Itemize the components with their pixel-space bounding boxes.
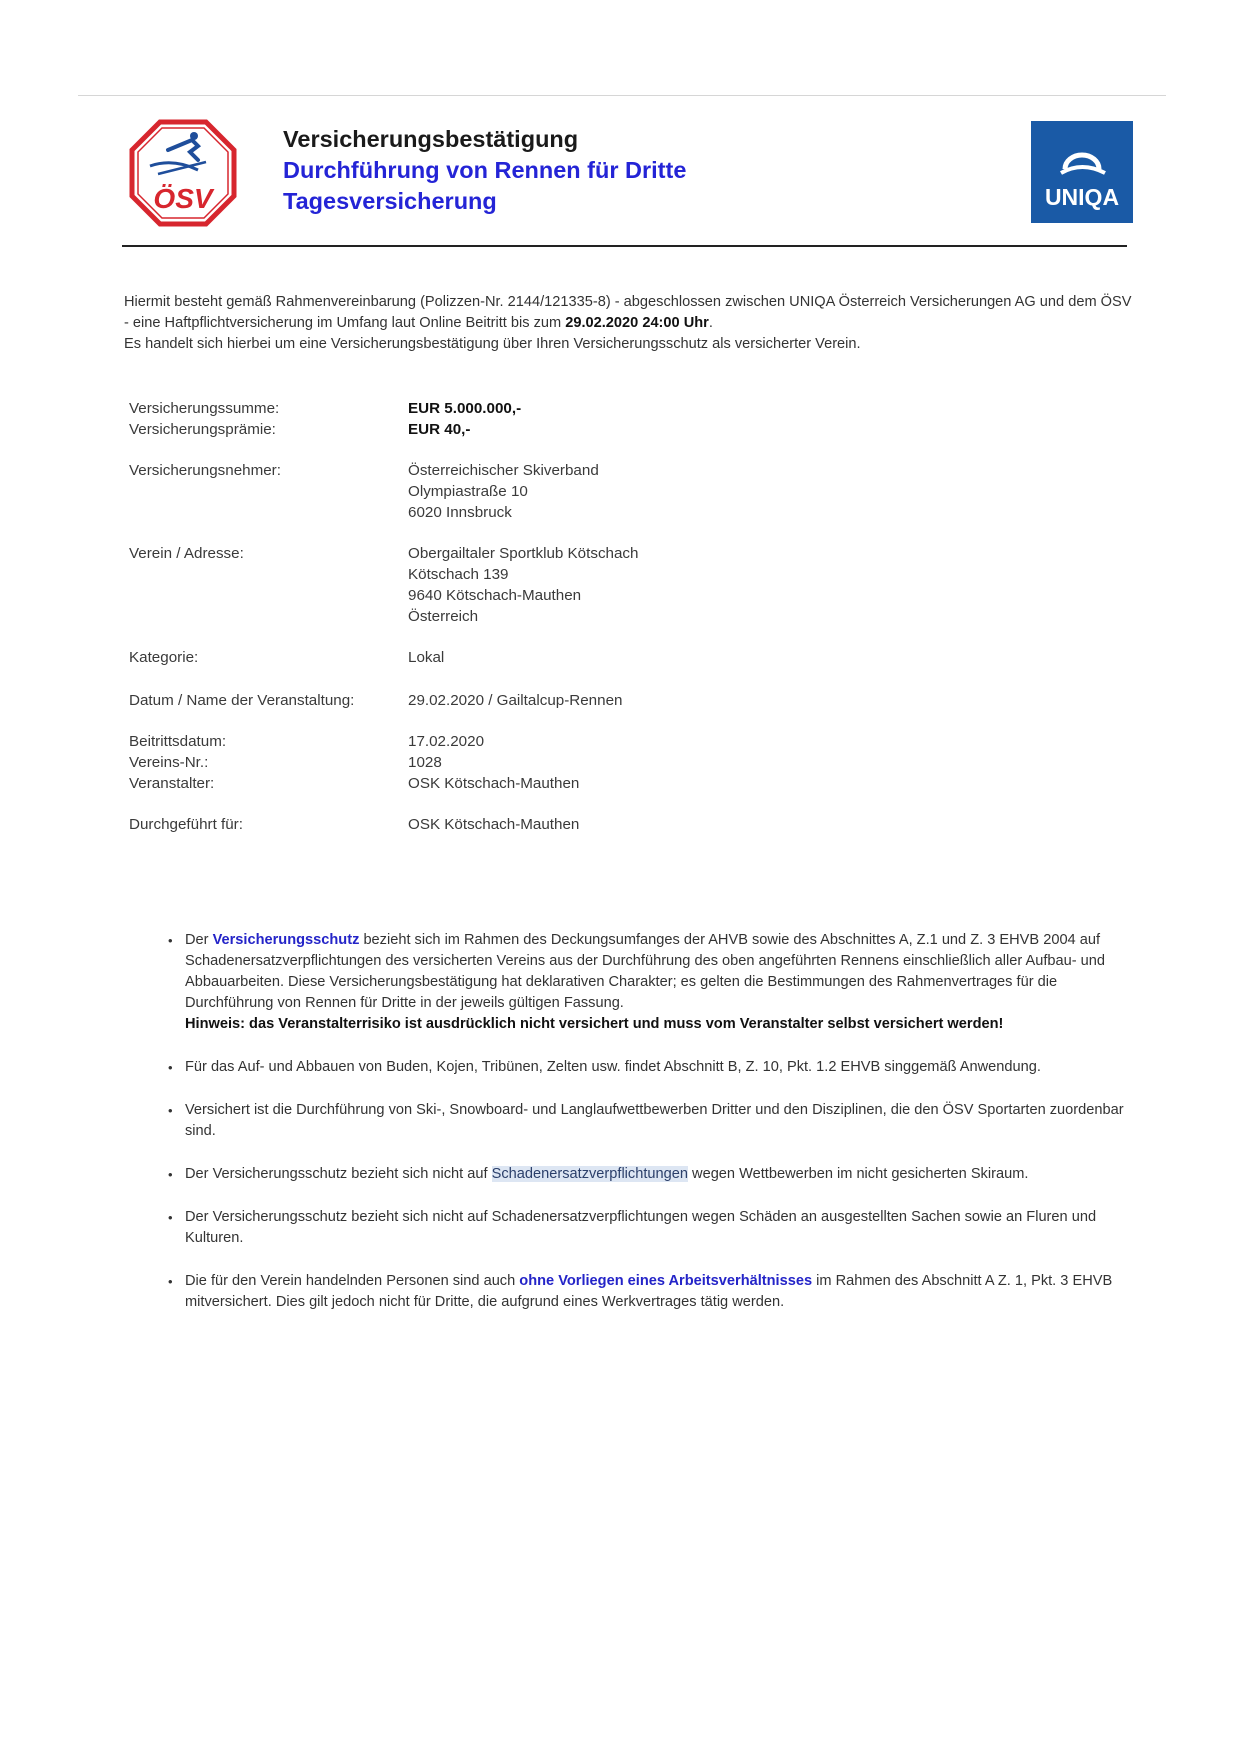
detail-label: Verein / Adresse: [129, 545, 244, 562]
detail-row-veranstalter [129, 773, 638, 794]
page-subtitle-2: Tagesversicherung [283, 188, 497, 214]
page-subtitle-1: Durchführung von Rennen für Dritte [283, 157, 687, 183]
highlighted-term: Schadenersatzverpflichtungen [491, 1166, 688, 1182]
detail-row-nehmer [129, 460, 638, 523]
bullet-text: Der Versicherungsschutz bezieht sich nicht auf Schadenersatzverpflichtungen wegen Schäden an ausgestellten Sachen sowie an Fluren und Kulturen. [185, 1209, 1097, 1246]
detail-value: OSK Kötschach-Mauthen [408, 775, 580, 792]
detail-row-durchgefuehrt [129, 814, 638, 835]
coverage-end-date: 29.02.2020 24:00 Uhr [565, 315, 709, 331]
address-line: Österreich [408, 608, 479, 625]
detail-value: EUR 5.000.000,- [408, 400, 522, 417]
address-line: 9640 Kötschach-Mauthen [408, 587, 582, 604]
detail-row-vereinsnr [129, 752, 638, 773]
uniqa-logo [1031, 121, 1133, 223]
detail-label: Kategorie: [129, 649, 199, 666]
bullet-text: im Rahmen des Abschnitt A Z. 1, Pkt. 3 EHVB mitversichert. Dies gilt jedoch nicht für Dritte, die aufgrund eines Werkvertrages tätig werden. [185, 1273, 1113, 1310]
detail-label: Versicherungssumme: [129, 400, 280, 417]
intro-text: Hiermit besteht gemäß Rahmenvereinbarung (Polizzen-Nr. 2144/121335-8) - abgeschlossen zwischen UNIQA Österreich Versicherungen AG und dem ÖSV - eine Haftpflichtversicherung im Umfang laut Online Beitritt bis zum [124, 294, 1132, 331]
bullet-note: Hinweis: das Veranstalterrisiko ist ausdrücklich nicht versichert und muss vom Veranstalter selbst versichert werden! [185, 1016, 1004, 1032]
detail-row-praemie [129, 419, 638, 440]
detail-label: Durchgeführt für: [129, 816, 243, 833]
list-item [168, 1164, 1128, 1185]
detail-value [408, 543, 638, 627]
osv-logo [128, 118, 238, 228]
address-line: Olympiastraße 10 [408, 483, 528, 500]
bullet-text: Der Versicherungsschutz bezieht sich nicht auf [185, 1166, 492, 1182]
bullet-text: bezieht sich im Rahmen des Deckungsumfanges der AHVB sowie des Abschnittes A, Z.1 und Z. 3 EHVB 2004 auf Schadenersatzverpflichtungen des versicherten Vereins aus der Durchführung des oben angeführten Rennens einschließlich aller Aufbau- und Abbauarbeiten. Diese Versicherungsbestätigung hat deklarativen Charakter; es gelten die Bestimmungen des Rahmenvertrages für die Durchführung von Rennen für Dritte in der jeweils gültigen Fassung. [185, 932, 1105, 1011]
detail-label: Vereins-Nr.: [129, 754, 209, 771]
versicherungsschutz-link[interactable]: Versicherungsschutz [212, 932, 360, 948]
detail-value: OSK Kötschach-Mauthen [408, 816, 580, 833]
detail-value [408, 460, 599, 523]
list-item [168, 1057, 1128, 1078]
intro-text-end: . [708, 315, 713, 331]
detail-label: Veranstalter: [129, 775, 215, 792]
detail-value: 17.02.2020 [408, 733, 485, 750]
detail-value: 29.02.2020 / Gailtalcup-Rennen [408, 692, 623, 709]
detail-value: EUR 40,- [408, 421, 471, 438]
address-line: 6020 Innsbruck [408, 504, 512, 521]
insurance-details [129, 398, 638, 835]
arbeitsverhaeltnis-link[interactable]: ohne Vorliegen eines Arbeitsverhältnisses [519, 1273, 813, 1289]
detail-label: Versicherungsnehmer: [129, 462, 281, 479]
top-divider [78, 95, 1166, 96]
detail-row-kategorie [129, 647, 638, 668]
bullet-text: Die für den Verein handelnden Personen sind auch [185, 1273, 520, 1289]
address-line: Österreichischer Skiverband [408, 462, 599, 479]
address-line: Kötschach 139 [408, 566, 509, 583]
detail-row-summe [129, 398, 638, 419]
detail-row-datum [129, 690, 638, 711]
title-block [283, 124, 686, 217]
detail-label: Versicherungsprämie: [129, 421, 276, 438]
list-item [168, 1271, 1128, 1313]
conditions-list [168, 930, 1128, 1335]
bullet-text: Der [185, 932, 213, 948]
svg-text:UNIQA: UNIQA [1044, 184, 1120, 210]
bullet-text: Versichert ist die Durchführung von Ski-, Snowboard- und Langlaufwettbewerben Dritter und den Disziplinen, die den ÖSV Sportarten zuordenbar sind. [185, 1102, 1124, 1139]
header-rule [122, 245, 1127, 247]
intro-text-line3: Es handelt sich hierbei um eine Versicherungsbestätigung über Ihren Versicherungsschutz als versicherter Verein. [124, 336, 861, 352]
bullet-text: Für das Auf- und Abbauen von Buden, Kojen, Tribünen, Zelten usw. findet Abschnitt B, Z. 10, Pkt. 1.2 EHVB singgemäß Anwendung. [185, 1059, 1041, 1075]
address-line: Obergailtaler Sportklub Kötschach [408, 545, 639, 562]
svg-text:ÖSV: ÖSV [153, 183, 213, 214]
list-item [168, 1207, 1128, 1249]
detail-label: Datum / Name der Veranstaltung: [129, 692, 355, 709]
page-title: Versicherungsbestätigung [283, 126, 579, 152]
bullet-text: wegen Wettbewerben im nicht gesicherten Skiraum. [687, 1166, 1029, 1182]
detail-row-beitritt [129, 731, 638, 752]
intro-paragraph [124, 292, 1134, 355]
detail-value: 1028 [408, 754, 442, 771]
detail-label: Beitrittsdatum: [129, 733, 227, 750]
list-item [168, 930, 1128, 1035]
list-item [168, 1100, 1128, 1142]
detail-value: Lokal [408, 649, 445, 666]
detail-row-verein [129, 543, 638, 627]
